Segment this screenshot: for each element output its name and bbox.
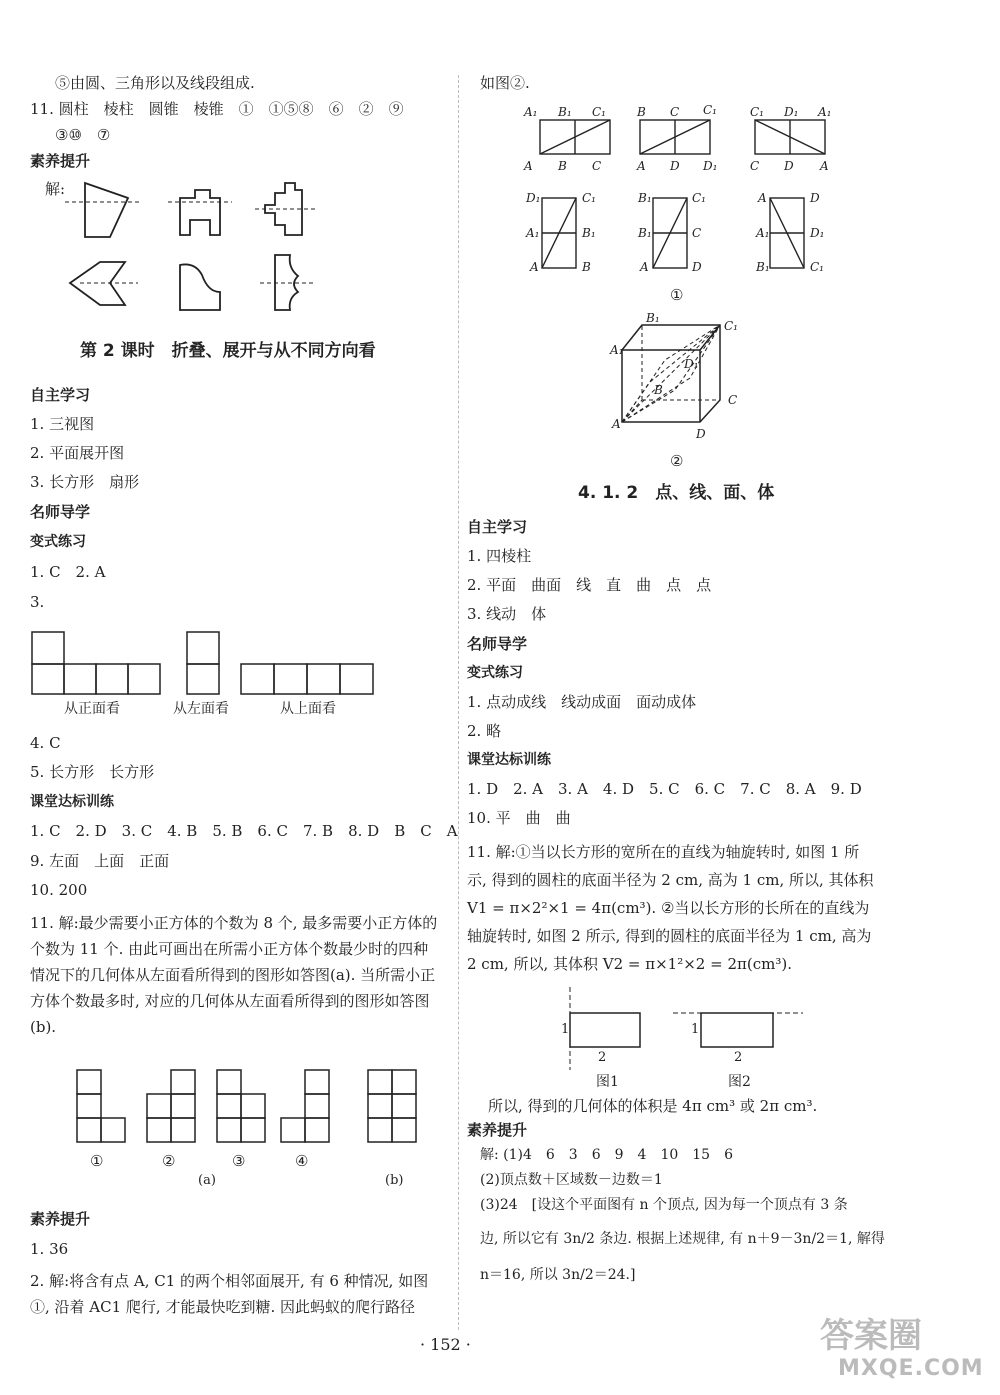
svg-text:C: C [750, 159, 760, 173]
view-label: 从正面看 [64, 701, 120, 717]
figure-caption: ② [670, 452, 684, 470]
section-heading: 名师导学 [467, 635, 528, 653]
lesson-title: 第 2 课时 折叠、展开与从不同方向看 [80, 341, 376, 361]
svg-text:B₁: B₁ [582, 226, 596, 240]
svg-text:A₁: A₁ [756, 226, 770, 240]
sub-heading: 课堂达标训练 [467, 752, 551, 768]
solution-paragraph: 11. 解:最少需要小正方体的个数为 8 个, 最多需要小正方体的个数为 11 个. 由此可画出在所需小正方体个数最少时的四种情况下的几何体从左面看所得到的图形如答图(a). 当所需小正方体个数最多时, 对应的几何体从左面看所得到的图形如答图(b). [30, 914, 438, 1036]
answer-line: 9. 左面 上面 正面 [30, 852, 170, 870]
three-views-figure [30, 630, 380, 695]
svg-text:D₁: D₁ [784, 105, 799, 119]
figure-label: ① [90, 1152, 104, 1170]
svg-text:C₁: C₁ [592, 105, 606, 119]
answer-line: 1. C 2. D 3. C 4. B 5. B 6. C 7. B 8. D B C A [30, 822, 458, 840]
answer-line: 3. 线动 体 [467, 605, 547, 623]
figure-caption: (a) [198, 1173, 216, 1188]
svg-text:A: A [820, 159, 829, 173]
section-heading: 素养提升 [30, 1210, 91, 1228]
solution-paragraph: 11. 解:①当以长方形的宽所在的直线为轴旋转时, 如图 1 所示, 得到的圆柱的底面半径为 2 cm, 高为 1 cm, 所以, 其体积 V1 = π×2²×1 = 4π(cm³). ②当以长方形的长所在的直线为轴旋转时, 如图 2 所示, 得到的圆柱的底面半径为 1 cm, 高为 2 cm, 所以, 其体积 V2 = π×1²×2 = 2π(cm³). [467, 843, 874, 973]
figure-label: ③ [232, 1152, 246, 1170]
watermark-url: MXQE.COM [838, 1356, 984, 1381]
answer-line: (3)24 [设这个平面图有 n 个顶点, 因为每一个顶点有 3 条 [480, 1197, 848, 1213]
answer-line: 解: (1)4 6 3 6 9 4 10 15 6 [480, 1147, 733, 1163]
sub-heading: 课堂达标训练 [30, 794, 114, 810]
svg-text:C₁: C₁ [810, 260, 824, 274]
answer-line: 1. 三视图 [30, 415, 95, 433]
answer-line: ⑤由圆、三角形以及线段组成. [55, 74, 255, 92]
svg-text:B₁: B₁ [638, 191, 652, 205]
unfolding-figure-1 [520, 100, 850, 285]
svg-text:A₁: A₁ [526, 226, 540, 240]
answer-line: 3. 长方形 扇形 [30, 473, 140, 491]
answer-line: 1. 36 [30, 1240, 69, 1258]
svg-text:D: D [696, 427, 706, 441]
svg-text:C: C [592, 159, 602, 173]
svg-text:B: B [582, 260, 591, 274]
svg-text:C₁: C₁ [692, 191, 706, 205]
solution-paragraph: 2. 解:将含有点 A, C1 的两个相邻面展开, 有 6 种情况, 如图①, 沿着 AC1 爬行, 才能最快吃到糖. 因此蚂蚁的爬行路径 [30, 1272, 429, 1316]
answer-line: 10. 平 曲 曲 [467, 809, 571, 827]
svg-text:C: C [728, 393, 738, 407]
svg-text:B: B [637, 105, 646, 119]
svg-text:D₁: D₁ [526, 191, 541, 205]
answer-line: 所以, 得到的几何体的体积是 4π cm³ 或 2π cm³. [488, 1097, 818, 1115]
svg-text:C₁: C₁ [703, 103, 717, 117]
answer-line: ③⑩ ⑦ [55, 126, 111, 144]
answer-line: 1. 点动成线 线动成面 面动成体 [467, 693, 697, 711]
svg-text:A₁: A₁ [610, 343, 624, 357]
svg-text:C₁: C₁ [724, 319, 738, 333]
answer-line: 1. D 2. A 3. A 4. D 5. C 6. C 7. C 8. A 9. D [467, 780, 862, 798]
svg-text:B: B [558, 159, 567, 173]
answer-line: 5. 长方形 长方形 [30, 763, 155, 781]
svg-text:D₁: D₁ [703, 159, 718, 173]
svg-text:C₁: C₁ [750, 105, 764, 119]
svg-text:B₁: B₁ [756, 260, 770, 274]
view-label: 从上面看 [280, 701, 336, 717]
answer-line: 1. 四棱柱 [467, 547, 532, 565]
svg-text:A₁: A₁ [818, 105, 832, 119]
svg-text:B: B [654, 383, 663, 397]
answer-line: 3. [30, 593, 45, 611]
watermark-logo: 答案圈 [820, 1316, 922, 1356]
answer-line: 1. C 2. A [30, 563, 106, 581]
section-title: 4. 1. 2 点、线、面、体 [578, 483, 775, 503]
answer-line: 10. 200 [30, 881, 88, 899]
answer-line: n＝16, 所以 3n/2＝24.] [480, 1267, 636, 1283]
page-number: · 152 · [420, 1335, 471, 1354]
svg-text:B₁: B₁ [646, 311, 660, 325]
figure-caption: 图2 [728, 1074, 751, 1090]
section-heading: 名师导学 [30, 503, 91, 521]
side-length-label: 2 [598, 1050, 607, 1065]
svg-text:A: A [530, 260, 539, 274]
cube-figure-2 [610, 310, 770, 450]
section-heading: 自主学习 [30, 386, 91, 404]
side-length-label: 1 [691, 1022, 700, 1037]
solution-label: 解: [45, 180, 66, 198]
svg-text:C: C [670, 105, 680, 119]
svg-text:D₁: D₁ [684, 357, 699, 371]
svg-text:A: A [758, 191, 767, 205]
sub-heading: 变式练习 [467, 665, 523, 681]
column-divider [458, 75, 459, 1330]
answer-line: (2)顶点数＋区域数－边数＝1 [480, 1172, 663, 1188]
svg-text:D: D [692, 260, 702, 274]
view-label: 从左面看 [173, 701, 229, 717]
answer-line: 2. 略 [467, 722, 502, 740]
figure-label: ④ [295, 1152, 309, 1170]
svg-text:A: A [612, 417, 621, 431]
svg-text:D: D [810, 191, 820, 205]
svg-text:D: D [784, 159, 794, 173]
figure-caption: ① [670, 286, 684, 304]
answer-line: 边, 所以它有 3n/2 条边. 根据上述规律, 有 n＋9－3n/2＝1, 解得 [480, 1231, 885, 1247]
answer-line: 2. 平面展开图 [30, 444, 125, 462]
sub-heading: 变式练习 [30, 534, 86, 550]
section-heading: 自主学习 [467, 518, 528, 536]
figure-caption: 图1 [596, 1074, 619, 1090]
answer-line: 如图②. [480, 74, 530, 92]
side-length-label: 2 [734, 1050, 743, 1065]
svg-text:D: D [670, 159, 680, 173]
answer-line: 11. 圆柱 棱柱 圆锥 棱锥 ① ①⑤⑧ ⑥ ② ⑨ [30, 100, 404, 118]
figure-caption: (b) [385, 1173, 404, 1188]
rotation-figures [555, 985, 815, 1075]
svg-text:A: A [637, 159, 646, 173]
svg-text:B₁: B₁ [638, 226, 652, 240]
left-view-figures [75, 1068, 425, 1148]
answer-line: 2. 平面 曲面 线 直 曲 点 点 [467, 576, 712, 594]
svg-text:A₁: A₁ [524, 105, 538, 119]
svg-text:D₁: D₁ [810, 226, 825, 240]
svg-text:C₁: C₁ [582, 191, 596, 205]
section-heading: 素养提升 [30, 152, 91, 170]
figure-label: ② [162, 1152, 176, 1170]
svg-text:C: C [692, 226, 702, 240]
answer-line: 4. C [30, 734, 61, 752]
svg-text:B₁: B₁ [558, 105, 572, 119]
section-heading: 素养提升 [467, 1121, 528, 1139]
fold-shapes-figure [60, 180, 340, 320]
svg-text:A: A [640, 260, 649, 274]
side-length-label: 1 [561, 1022, 570, 1037]
svg-text:A: A [524, 159, 533, 173]
